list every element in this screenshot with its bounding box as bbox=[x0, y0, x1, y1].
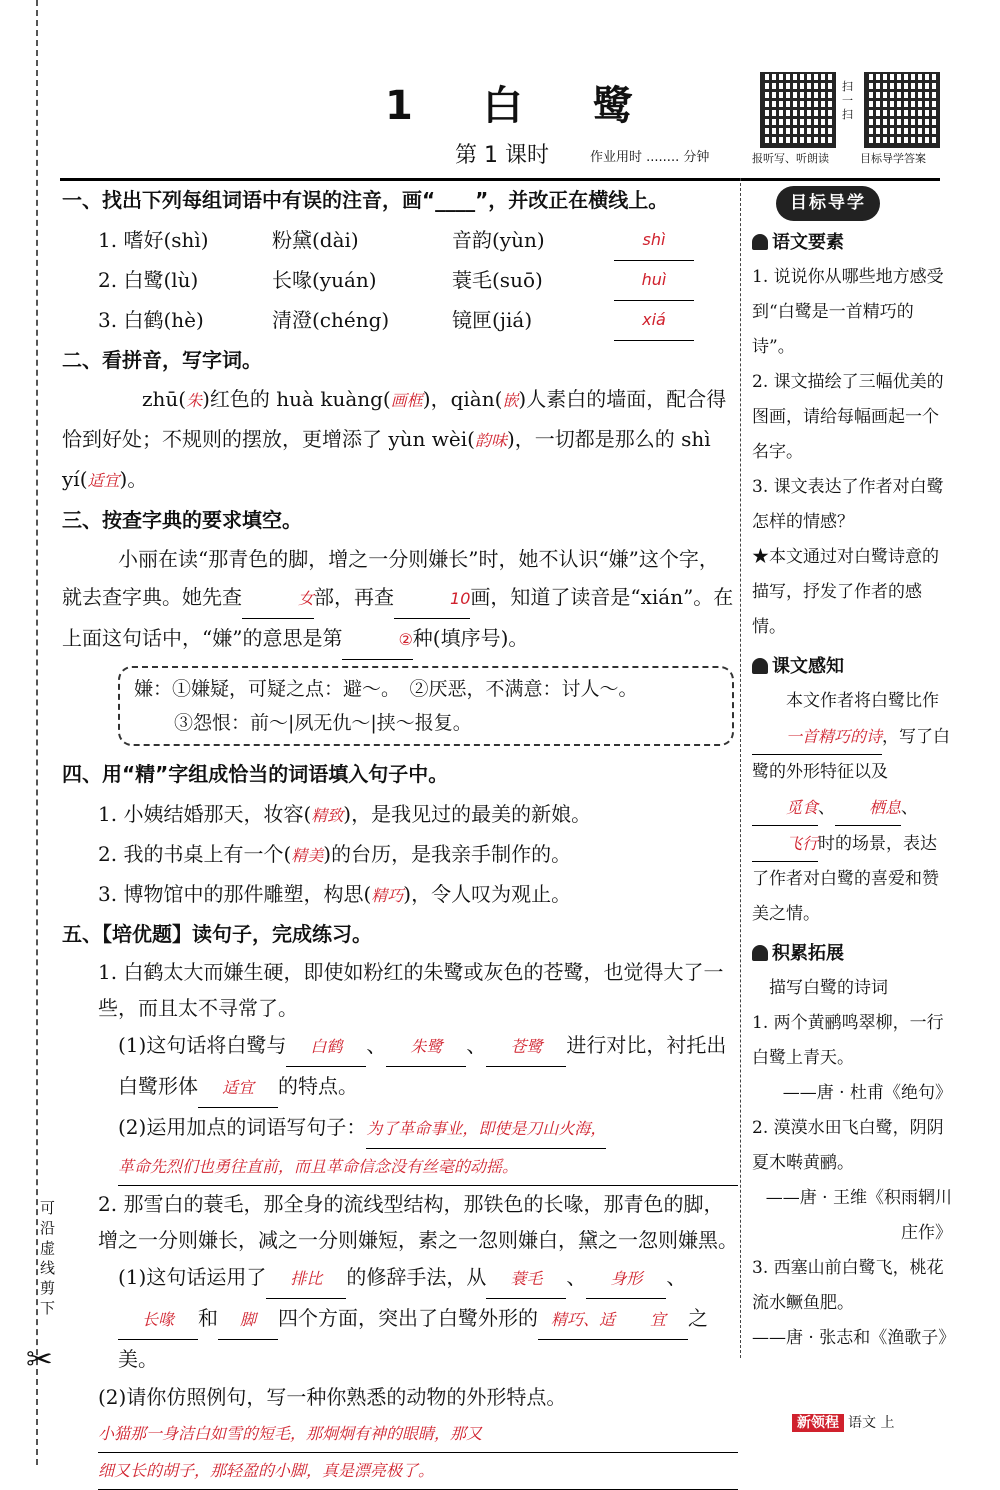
figure-icon bbox=[752, 234, 768, 250]
q3-paragraph: 小丽在读“那青色的脚，增之一分则嫌长”时，她不认识“嫌”这个字，就去查字典。她先查 女部，再查 10画，知道了读音是“xián”。在上面这句话中，“嫌”的意思是第 ②种(填序号)。 bbox=[62, 540, 738, 660]
cut-note: 可沿虚线剪下 bbox=[40, 1199, 56, 1317]
column-divider bbox=[740, 178, 741, 1358]
poem-source: ——唐 · 王维《积雨辋川庄作》 bbox=[765, 1188, 952, 1243]
sidebar-summary: 本文作者将白鹭比作一首精巧的诗，写了白鹭的外形特征以及觅食、 栖息、飞行时的场景，表达了作者对白鹭的喜爱和赞美之情。 bbox=[752, 691, 951, 924]
q4-sentence: 3. 博物馆中的那件雕塑，构思(精巧)，令人叹为观止。 bbox=[98, 882, 572, 906]
dictionary-box: 嫌：①嫌疑，可疑之点：避～。 ②厌恶，不满意：讨人～。 ③怨恨：前～|夙无仇～|挟～报复。 bbox=[118, 666, 734, 746]
qr-code-icon[interactable] bbox=[760, 72, 836, 148]
figure-icon bbox=[752, 945, 768, 961]
exercise-column bbox=[62, 180, 738, 1490]
sidebar-heading: 语文要素 bbox=[752, 225, 952, 260]
sidebar-heading: 积累拓展 bbox=[752, 936, 952, 971]
q4-sentence: 2. 我的书桌上有一个(精美)的台历，是我亲手制作的。 bbox=[98, 842, 572, 866]
q3-heading: 三、按查字典的要求填空。 bbox=[62, 508, 302, 532]
q1-row: 2. 白鹭(lù) 长喙(yuán) 蓑毛(suō) huì bbox=[62, 260, 738, 300]
brand-tag: 新领程 bbox=[792, 1414, 844, 1432]
figure-icon bbox=[752, 658, 768, 674]
q5-sub-1: (1)这句话将白鹭与 白鹤 、 朱鹭 、 苍鹭 进行对比，衬托出白鹭形体 适宜 的特点。 bbox=[62, 1026, 738, 1108]
q5-sub-3: (1)这句话运用了 排比 的修辞手法，从 蓑毛 、 身形 、长喙 和 脚 四个方面，突出了白鹭外形的 精巧、适 宜 之美。 bbox=[62, 1258, 738, 1378]
qr1-label: 报听写、听朗读 bbox=[752, 152, 829, 165]
sidebar-item: 3. 课文表达了作者对白鹭怎样的情感？ bbox=[752, 477, 944, 532]
sidebar-item: 2. 课文描绘了三幅优美的图画，请给每幅画起一个名字。 bbox=[752, 372, 944, 462]
q5-sub-4: (2)请你仿照例句，写一种你熟悉的动物的外形特点。 小猫那一身洁白如雪的短毛，那炯炯有神的眼睛，那又 细又长的胡子，那轻盈的小脚，真是漂亮极了。 bbox=[62, 1378, 738, 1490]
sidebar-item: ★本文通过对白鹭诗意的描写，抒发了作者的感情。 bbox=[752, 547, 939, 637]
poem-line: 3. 西塞山前白鹭飞，桃花流水鳜鱼肥。 bbox=[752, 1258, 944, 1313]
poem-line: 1. 两个黄鹂鸣翠柳，一行白鹭上青天。 bbox=[752, 1013, 944, 1068]
q1-heading: 一、找出下列每组词语中有误的注音，画“____”，并改正在横线上。 bbox=[62, 188, 669, 212]
cut-line bbox=[36, 0, 38, 1465]
sidebar-heading: 课文感知 bbox=[752, 649, 952, 684]
poem-source: ——唐 · 杜甫《绝句》 bbox=[782, 1083, 952, 1103]
poem-source: ——唐 · 张志和《渔歌子》 bbox=[752, 1328, 956, 1348]
lesson-label: 第 1 课时 bbox=[455, 143, 549, 168]
sidebar-item: 1. 说说你从哪些地方感受到“白鹭是一首精巧的诗”。 bbox=[752, 267, 944, 357]
q5-sub-2: (2)运用加点的词语写句子：为了革命事业，即使是刀山火海， 革命先烈们也勇往直前，而且革命信念没有丝毫的动摇。 bbox=[62, 1108, 738, 1186]
q5-passage-1: 1. 白鹤太大而嫌生硬，即使如粉红的朱鹭或灰色的苍鹭，也觉得大了一些，而且太不寻常了。 bbox=[98, 960, 724, 1020]
footer: 新领程 语文 上 bbox=[792, 1412, 894, 1432]
scissors-icon: ✂ bbox=[26, 1340, 53, 1378]
goal-badge: 目标导学 bbox=[776, 186, 880, 221]
q4-sentence: 1. 小姨结婚那天，妆容(精致)，是我见过的最美的新娘。 bbox=[98, 802, 592, 826]
poem-line: 2. 漠漠水田飞白鹭，阴阴夏木啭黄鹂。 bbox=[752, 1118, 944, 1173]
q5-heading: 五、【培优题】读句子，完成练习。 bbox=[62, 922, 372, 946]
page-title: 1 白 鹭 bbox=[385, 83, 661, 129]
qr-code-icon[interactable] bbox=[864, 72, 940, 148]
q2-heading: 二、看拼音，写字词。 bbox=[62, 348, 262, 372]
qr2-label: 目标导学答案 bbox=[860, 152, 926, 165]
poem-title: 描写白鹭的诗词 bbox=[769, 978, 888, 998]
time-label: 作业用时 ........ 分钟 bbox=[590, 150, 710, 165]
q1-row: 3. 白鹤(hè) 清澄(chéng) 镜匣(jiá) xiá bbox=[62, 300, 738, 340]
q1-row: 1. 嗜好(shì) 粉黛(dài) 音韵(yùn) shì bbox=[62, 220, 738, 260]
q4-heading: 四、用“精”字组成恰当的词语填入句子中。 bbox=[62, 762, 449, 786]
q2-paragraph: zhū(朱)红色的 huà kuàng(画框)，qiàn(嵌)人素白的墙面，配合得恰到好处；不规则的摆放，更增添了 yùn wèi(韵味)，一切都是那么的 shì yí(适宜)。 bbox=[62, 387, 727, 491]
qr-scan-label: 扫一扫 bbox=[842, 80, 853, 121]
q5-passage-2: 2. 那雪白的蓑毛，那全身的流线型结构，那铁色的长喙，那青色的脚，增之一分则嫌长，减之一分则嫌短，素之一忽则嫌白，黛之一忽则嫌黑。 bbox=[98, 1192, 738, 1252]
sidebar bbox=[752, 186, 956, 1356]
